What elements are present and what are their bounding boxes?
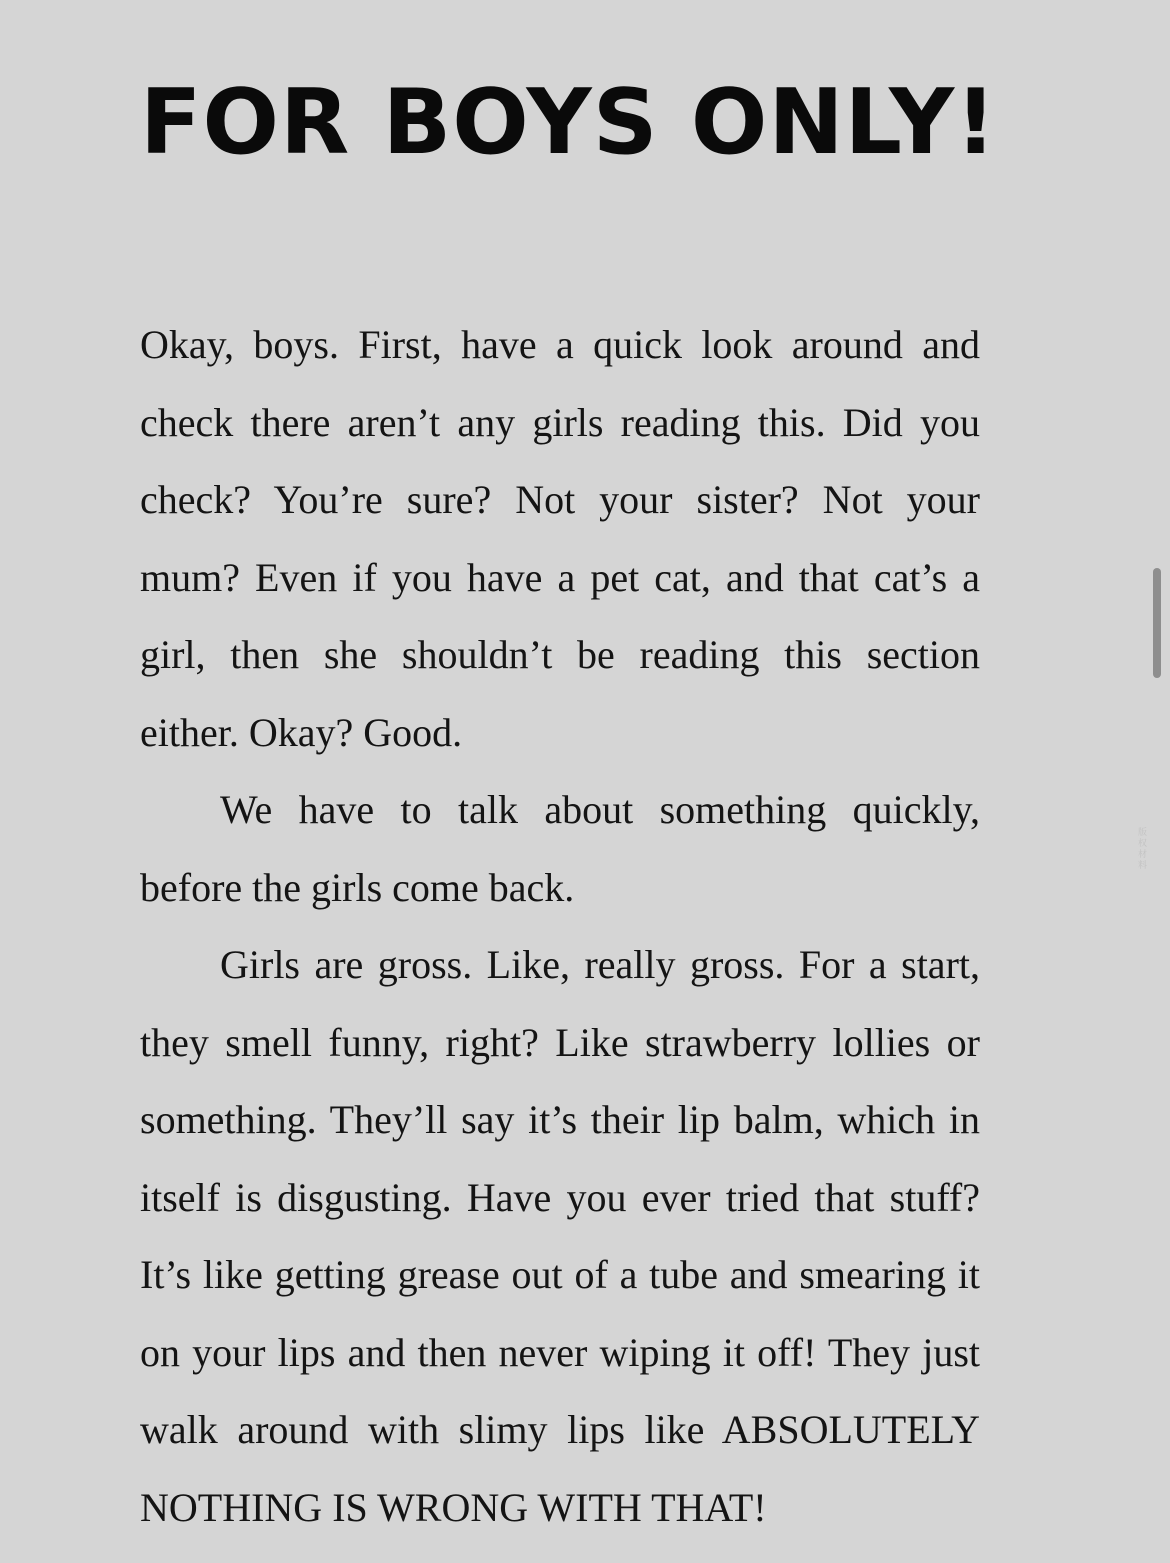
book-page bbox=[140, 0, 998, 1563]
paragraph-3: Girls are gross. Like, really gross. For a start, they smell funny, right? Like strawberry lollies or something. They’ll say it’s their lip balm, which in itself is disgusting. Have you ever tried that stuff? It’s like getting grease out of a tube and smearing it on your lips and then never wiping it off! They just walk around with slimy lips like ABSOLUTELY NOTHING IS WRONG WITH THAT! bbox=[140, 942, 980, 1530]
scrollbar-thumb[interactable] bbox=[1153, 568, 1161, 678]
copyright-watermark: 版权材料 bbox=[1138, 828, 1148, 871]
paragraph-1: Okay, boys. First, have a quick look around and check there aren’t any girls reading this. Did you check? You’re sure? Not your sister? Not your mum? Even if you have a pet cat, and that cat’s a girl, then she shouldn’t be reading this section either. Okay? Good. bbox=[140, 322, 980, 755]
body-text bbox=[140, 306, 980, 1546]
paragraph-2: We have to talk about something quickly, before the girls come back. bbox=[140, 787, 980, 910]
chapter-title: FOR BOYS ONLY! bbox=[140, 70, 998, 175]
